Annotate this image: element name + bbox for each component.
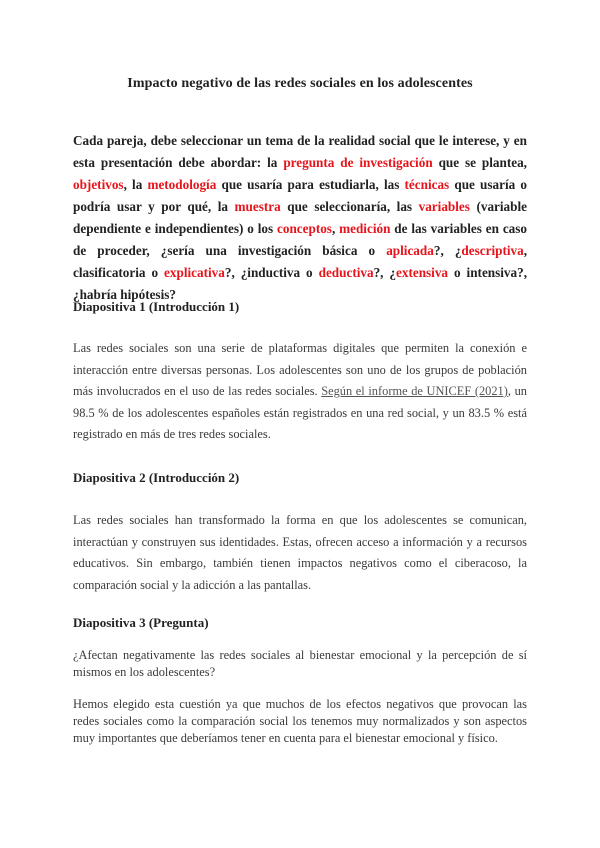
intro-text: , (331, 221, 340, 236)
intro-text: que usaría para estudiarla, las (216, 177, 405, 192)
highlight-explicativa: explicativa (164, 265, 225, 280)
section-paragraph-diapositiva-2: Las redes sociales han transformado la forma en que los adolescentes se comunican, interactúan y construyen sus identidades. Estas, ofrecen acceso a información y a recursos educativos. Sin embargo, también tienen impactos negativos como el ciberacoso, la comparación social y la adicción a las pantallas. (73, 513, 527, 592)
intro-text: que seleccionaría, las (280, 199, 419, 214)
highlight-objetivos: objetivos (73, 177, 124, 192)
paragraph-text: , un 98.5 % de los adolescentes españoles están registrados en una red social, y un 83.5 % está registrado en más de tres redes sociales. (73, 384, 527, 441)
intro-text: o intensiva?, ¿habría hipótesis? (73, 265, 528, 302)
intro-text: , clasificatoria o (73, 243, 527, 280)
unicef-report-link[interactable]: Según el informe de UNICEF (2021) (321, 384, 508, 398)
paragraph-text: Las redes sociales son una serie de plataformas digitales que permiten la conexión e interacción entre diversas personas. Los adolescentes son uno de los grupos de población más involucrados en el uso de las redes sociales. (73, 341, 527, 398)
intro-text: ?, ¿inductiva o (224, 265, 319, 280)
section-heading-diapositiva-3: Diapositiva 3 (Pregunta) (73, 615, 209, 630)
highlight-metodologia: metodología (147, 177, 217, 192)
intro-text: de las variables en caso de proceder, ¿sería una investigación básica o (73, 221, 527, 258)
document-title: Impacto negativo de las redes sociales en los adolescentes (127, 76, 473, 91)
intro-text: , la (123, 177, 148, 192)
highlight-pregunta: pregunta de investigación (283, 155, 433, 170)
highlight-conceptos: conceptos (277, 221, 332, 236)
intro-text: (variable dependiente e independientes) o los (73, 199, 527, 236)
section-paragraph-diapositiva-3: Hemos elegido esta cuestión ya que muchos de los efectos negativos que provocan las redes sociales como la comparación social los tenemos muy normalizados y son aspectos muy importantes que deberíamos tener en cuenta para el bienestar emocional y físico. (73, 697, 527, 745)
intro-text: ?, ¿ (433, 243, 462, 258)
intro-text: ?, ¿ (373, 265, 397, 280)
section-heading-diapositiva-2: Diapositiva 2 (Introducción 2) (73, 470, 240, 485)
highlight-medicion: medición (339, 221, 391, 236)
intro-text: que se plantea, (432, 155, 527, 170)
section-paragraph-diapositiva-1 (73, 338, 527, 446)
highlight-muestra: muestra (234, 199, 281, 214)
assignment-instructions (73, 130, 527, 306)
highlight-aplicada: aplicada (386, 243, 434, 258)
highlight-descriptiva: descriptiva (461, 243, 524, 258)
highlight-variables: variables (418, 199, 470, 214)
highlight-tecnicas: técnicas (404, 177, 450, 192)
highlight-deductiva: deductiva (318, 265, 374, 280)
intro-text: que usaría o podría usar y por qué, la (73, 177, 527, 214)
research-question: ¿Afectan negativamente las redes sociales al bienestar emocional y la percepción de sí mismos en los adolescentes? (73, 648, 527, 679)
highlight-extensiva: extensiva (396, 265, 449, 280)
intro-text: Cada pareja, debe seleccionar un tema de la realidad social que le interese, y en esta presentación debe abordar: la (73, 133, 527, 170)
section-heading-diapositiva-1: Diapositiva 1 (Introducción 1) (73, 299, 240, 314)
